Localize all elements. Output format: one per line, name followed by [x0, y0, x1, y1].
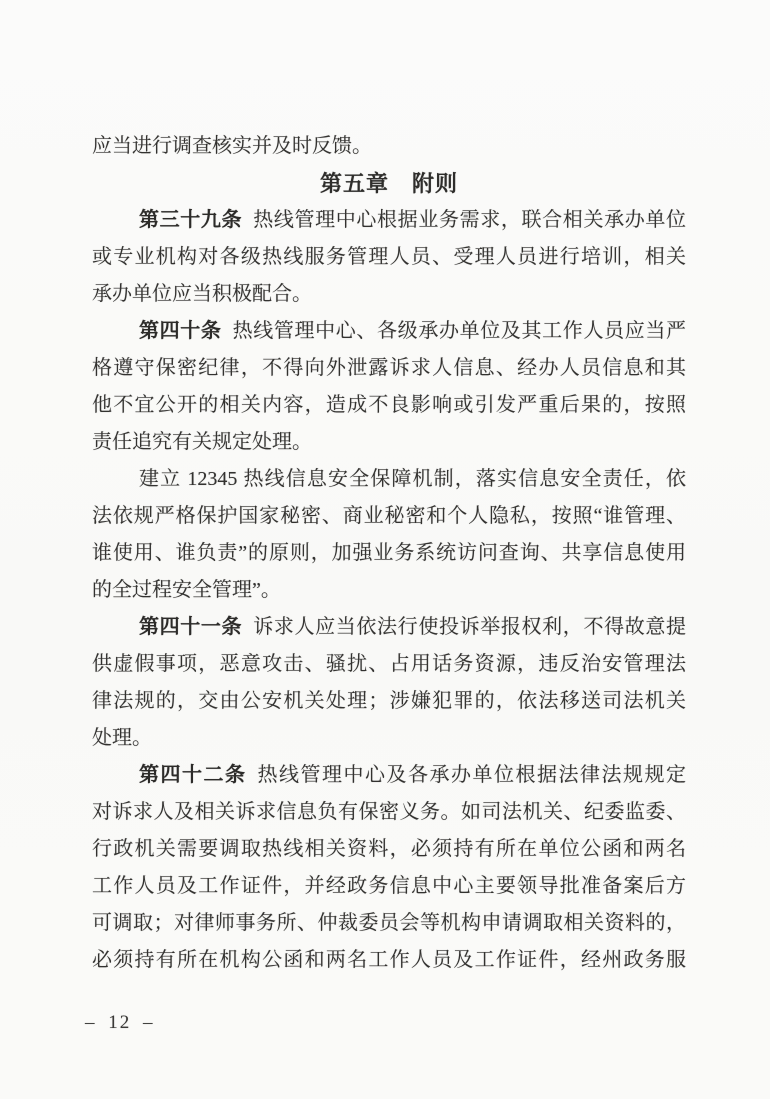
body-line: [92, 202, 686, 239]
body-line: [92, 646, 686, 683]
body-line: [92, 461, 686, 498]
line-text: 建立 12345 热线信息安全保障机制，落实信息安全责任，依: [139, 468, 686, 490]
line-text: 可调取；对律师事务所、仲裁委员会等机构申请调取相关资料的，: [92, 912, 686, 934]
body-line: [92, 720, 686, 757]
article-number: 第四十条: [139, 320, 222, 342]
chapter-heading: [92, 165, 686, 202]
line-text: 供虚假事项，恶意攻击、骚扰、占用话务资源，违反治安管理法: [92, 653, 686, 675]
line-text: 处理。: [92, 727, 152, 749]
body-line: [92, 128, 686, 165]
line-text: 热线管理中心根据业务需求，联合相关承办单位: [253, 209, 687, 231]
line-text: 诉求人应当依法行使投诉举报权利，不得故意提: [253, 616, 687, 638]
body-line: [92, 757, 686, 794]
article-number: 第四十二条: [139, 764, 247, 786]
line-text: 对诉求人及相关诉求信息负有保密义务。如司法机关、纪委监委、: [92, 801, 686, 823]
article-number: 第四十一条: [139, 616, 243, 638]
body-line: [92, 350, 686, 387]
line-text: 或专业机构对各级热线服务管理人员、受理人员进行培训，相关: [92, 246, 686, 268]
line-text: 责任追究有关规定处理。: [92, 431, 312, 453]
line-text: 谁使用、谁负责”的原则，加强业务系统访问查询、共享信息使用: [92, 542, 686, 564]
line-text: 热线管理中心及各承办单位根据法律法规规定: [257, 764, 686, 786]
article-number: 第三十九条: [139, 209, 243, 231]
line-text: 格遵守保密纪律，不得向外泄露诉求人信息、经办人员信息和其: [92, 357, 686, 379]
body-line: [92, 831, 686, 868]
body-line: [92, 572, 686, 609]
line-text: 承办单位应当积极配合。: [92, 283, 312, 305]
line-text: 法依规严格保护国家秘密、商业秘密和个人隐私，按照“谁管理、: [92, 505, 686, 527]
line-text: 热线管理中心、各级承办单位及其工作人员应当严: [232, 320, 687, 342]
line-text: 的全过程安全管理”。: [92, 579, 281, 601]
body-line: [92, 424, 686, 461]
line-text: 工作人员及工作证件，并经政务信息中心主要领导批准备案后方: [92, 875, 686, 897]
body-line: [92, 794, 686, 831]
chapter-heading-text: 第五章 附则: [319, 171, 458, 196]
line-text: 他不宜公开的相关内容，造成不良影响或引发严重后果的，按照: [92, 394, 686, 416]
line-text: 应当进行调查核实并及时反馈。: [92, 135, 372, 157]
body-line: [92, 239, 686, 276]
page-number: – 12 –: [85, 1012, 155, 1033]
body-line: [92, 609, 686, 646]
body-line: [92, 942, 686, 979]
body-line: [92, 683, 686, 720]
line-text: 律法规的，交由公安机关处理；涉嫌犯罪的，依法移送司法机关: [92, 690, 686, 712]
body-line: [92, 387, 686, 424]
body-line: [92, 535, 686, 572]
line-text: 必须持有所在机构公函和两名工作人员及工作证件，经州政务服: [92, 949, 686, 971]
body-line: [92, 868, 686, 905]
body-line: [92, 905, 686, 942]
body-line: [92, 313, 686, 350]
body-line: [92, 498, 686, 535]
document-body: [92, 128, 686, 979]
body-line: [92, 276, 686, 313]
line-text: 行政机关需要调取热线相关资料，必须持有所在单位公函和两名: [92, 838, 686, 860]
